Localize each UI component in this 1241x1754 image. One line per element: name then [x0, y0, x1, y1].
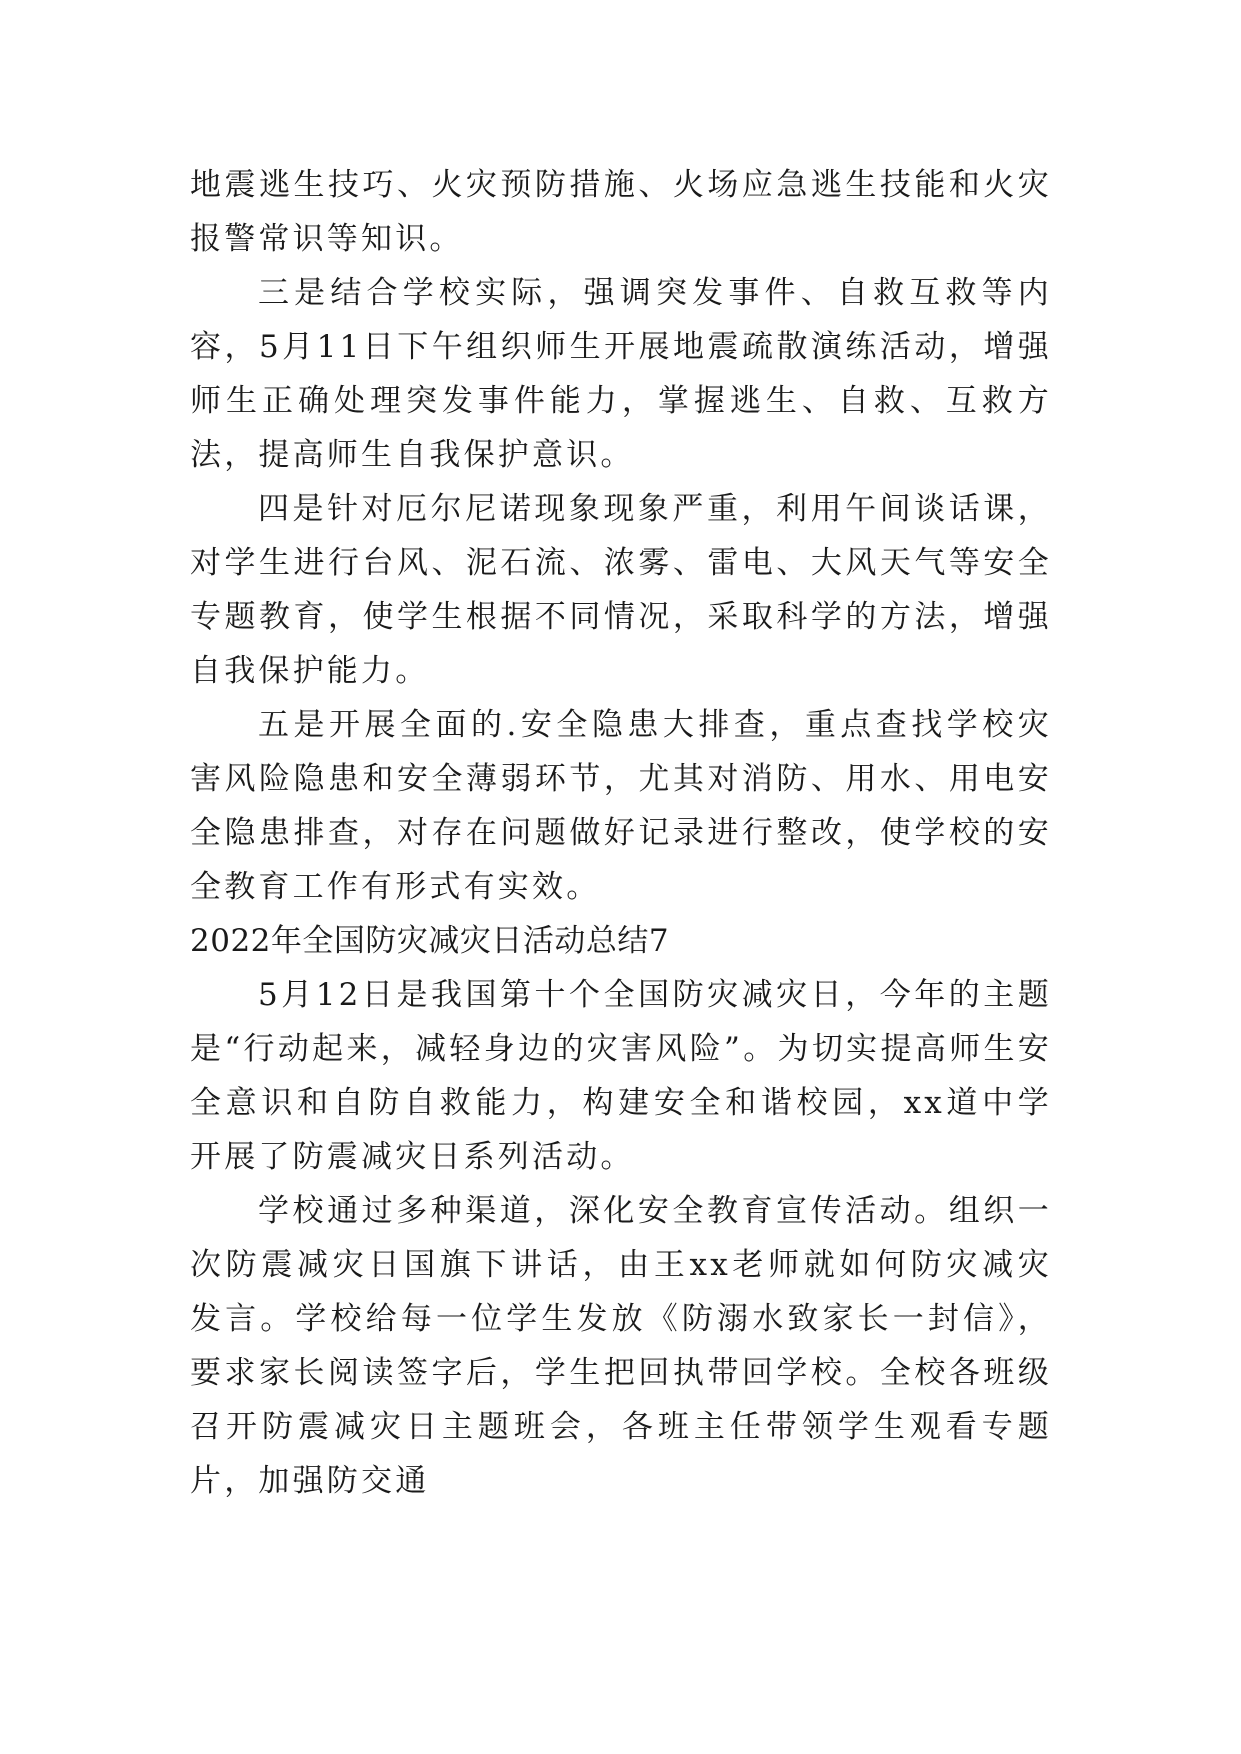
section-heading: 2022年全国防灾减灾日活动总结7	[190, 923, 670, 959]
paragraph-item-five: 五是开展全面的.安全隐患大排查，重点查找学校灾害风险隐患和安全薄弱环节，尤其对消防、用水、用电安全隐患排查，对存在问题做好记录进行整改，使学校的安全教育工作有形式有实效。	[190, 707, 1052, 905]
paragraph-school-activities: 学校通过多种渠道，深化安全教育宣传活动。组织一次防震减灾日国旗下讲话，由王xx老师就如何防灾减灾发言。学校给每一位学生发放《防溺水致家长一封信》，要求家长阅读签字后，学生把回执带回学校。全校各班级召开防震减灾日主题班会，各班主任带领学生观看专题片，加强防交通	[190, 1193, 1052, 1499]
paragraph-disaster-day-intro: 5月12日是我国第十个全国防灾减灾日，今年的主题是“行动起来，减轻身边的灾害风险”。为切实提高师生安全意识和自防自救能力，构建安全和谐校园，xx道中学开展了防震减灾日系列活动。	[190, 977, 1052, 1175]
paragraph-item-four: 四是针对厄尔尼诺现象现象严重，利用午间谈话课，对学生进行台风、泥石流、浓雾、雷电、大风天气等安全专题教育，使学生根据不同情况，采取科学的方法，增强自我保护能力。	[190, 491, 1052, 689]
paragraph-item-three: 三是结合学校实际，强调突发事件、自救互救等内容，5月11日下午组织师生开展地震疏散演练活动，增强师生正确处理突发事件能力，掌握逃生、自救、互救方法，提高师生自我保护意识。	[190, 275, 1052, 473]
document-body	[190, 158, 1052, 1508]
paragraph-fire-safety-knowledge: 地震逃生技巧、火灾预防措施、火场应急逃生技能和火灾报警常识等知识。	[190, 167, 1052, 257]
